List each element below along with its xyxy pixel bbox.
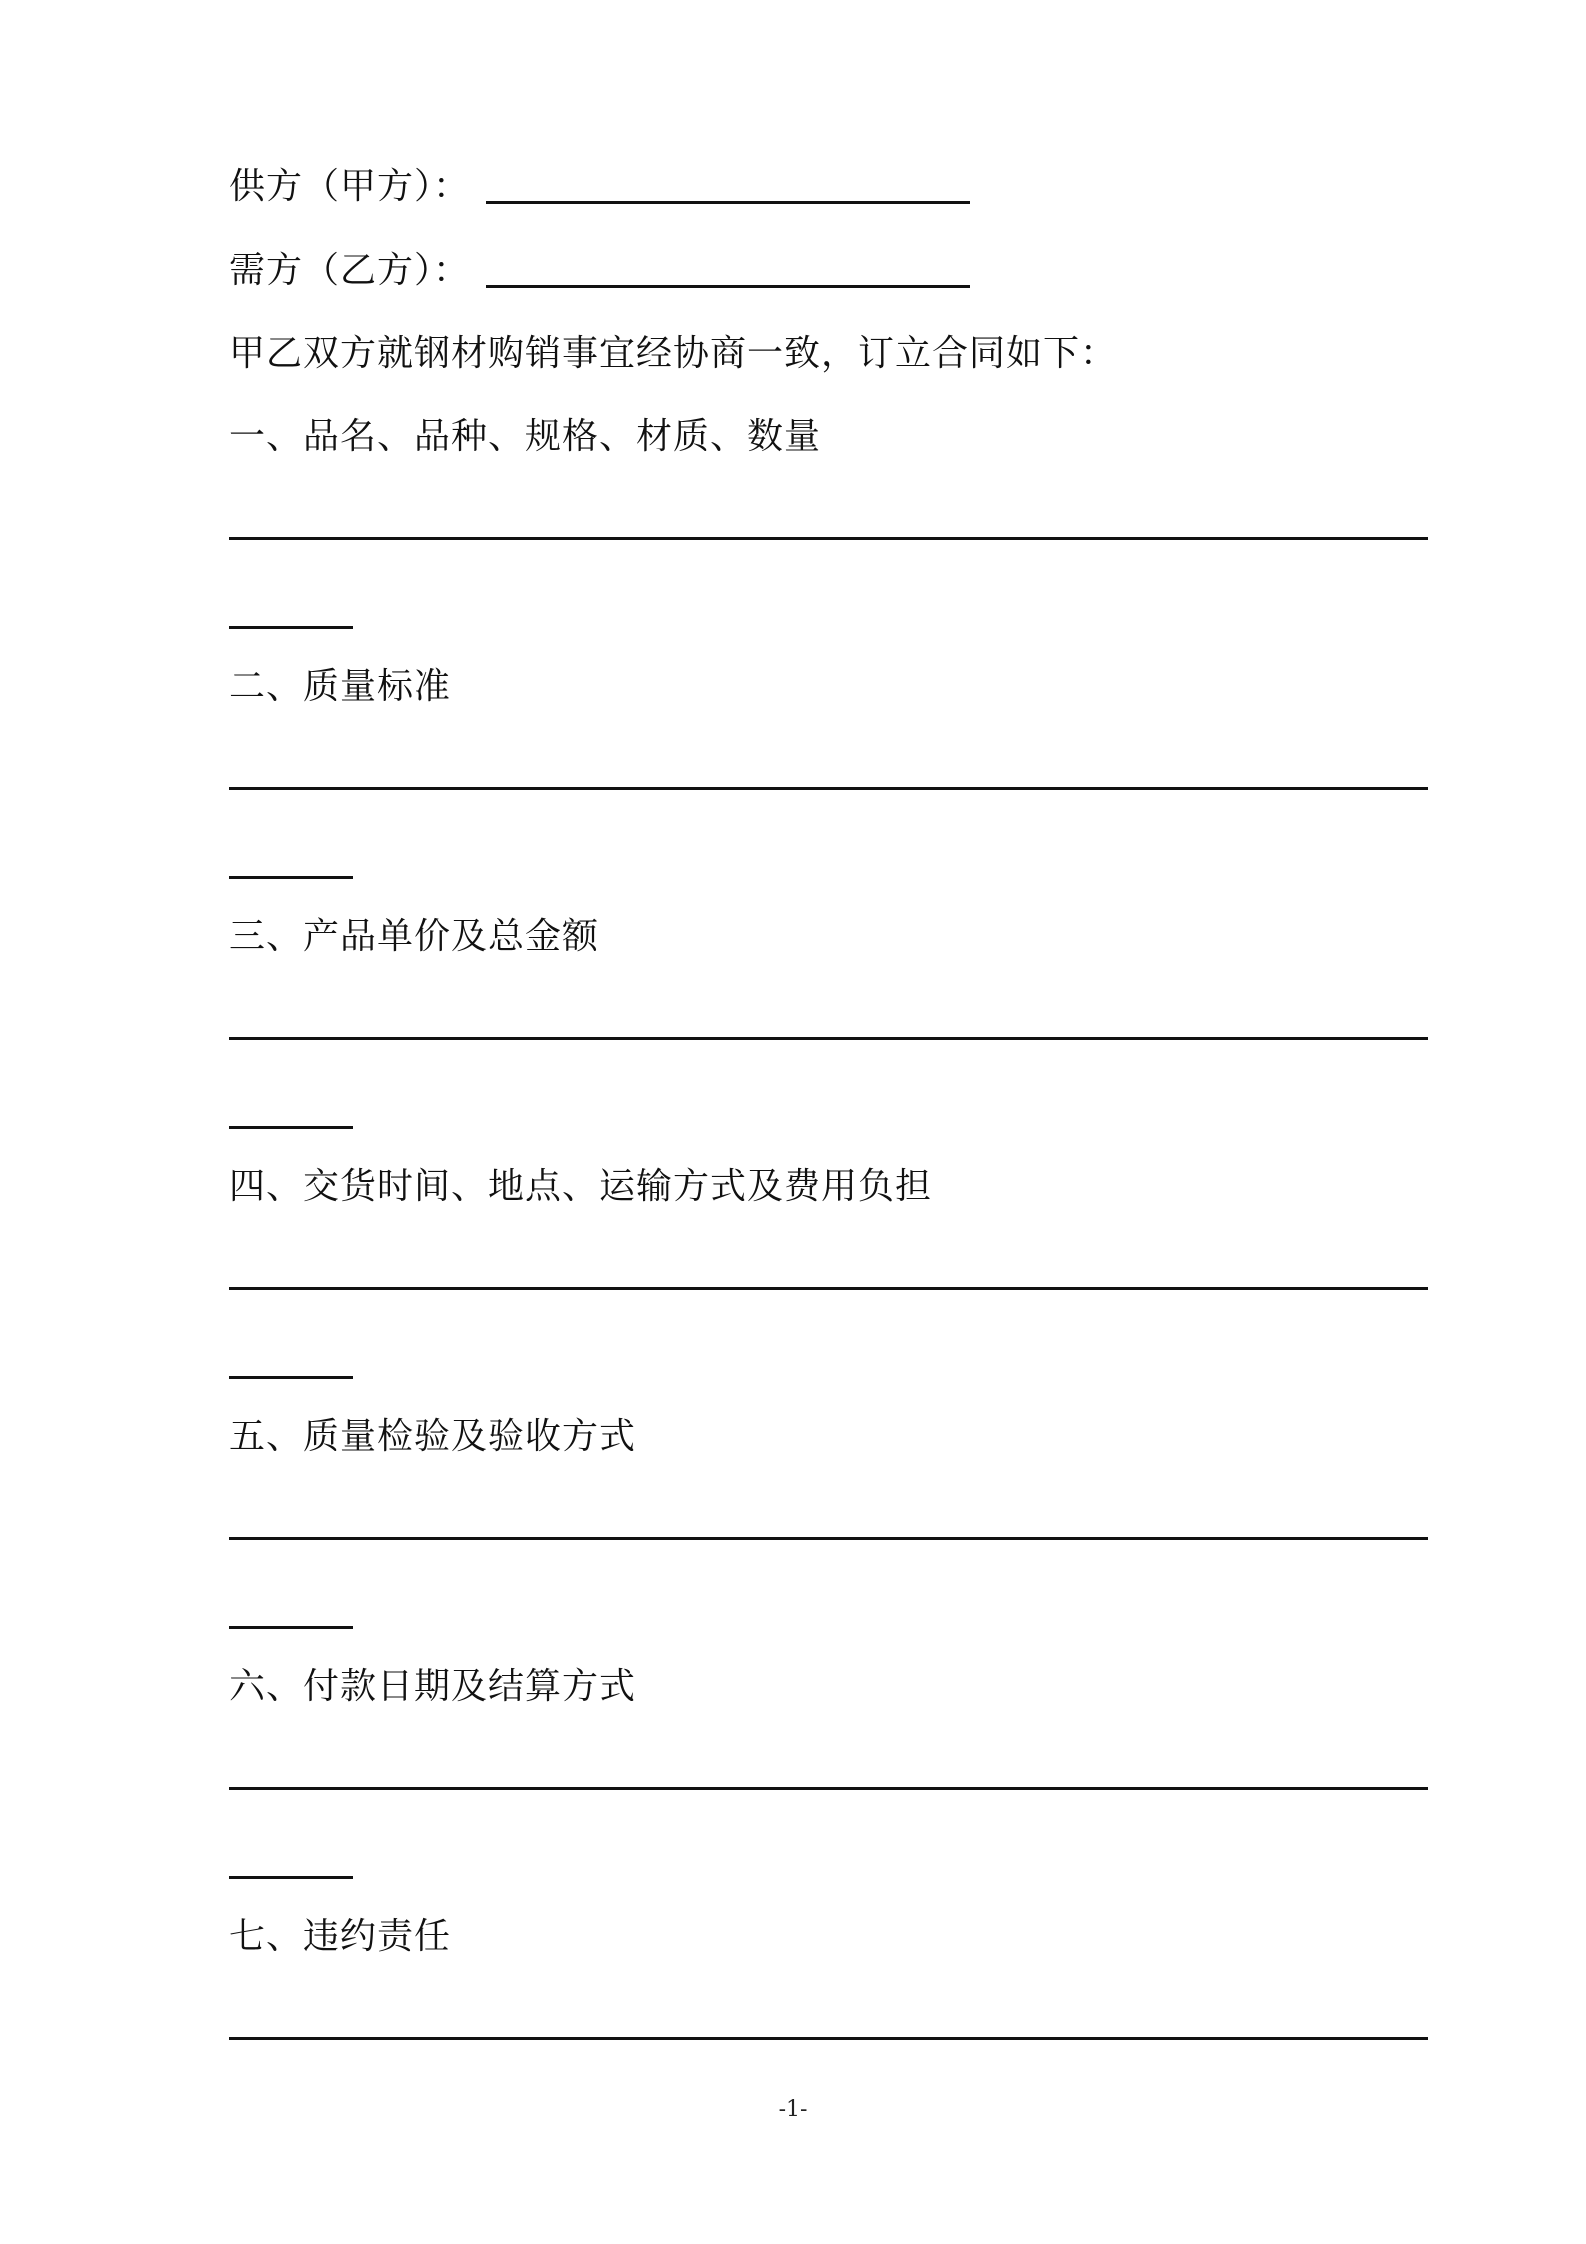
section-blank-rule <box>229 1037 1428 1040</box>
page-number: -1- <box>778 2097 808 2122</box>
buyer-party-label: 需方（乙方）： <box>229 250 471 291</box>
section-blank-rule <box>229 787 1428 790</box>
contract-intro: 甲乙双方就钢材购销事宜经协商一致，订立合同如下： <box>229 333 1118 374</box>
section-title: 四、交货时间、地点、运输方式及费用负担 <box>229 1166 933 1207</box>
buyer-party-line <box>229 247 970 295</box>
section-blank-rule <box>229 1787 1428 1790</box>
section-title: 二、质量标准 <box>229 666 452 707</box>
section-title: 六、付款日期及结算方式 <box>229 1666 637 1707</box>
section-title: 一、品名、品种、规格、材质、数量 <box>229 416 822 457</box>
section-blank-rule-continuation <box>229 1126 353 1129</box>
section-blank-rule-continuation <box>229 876 353 879</box>
section-blank-rule-continuation <box>229 1376 353 1379</box>
section-blank-rule-continuation <box>229 1626 353 1629</box>
section-title: 三、产品单价及总金额 <box>229 916 600 957</box>
section-title: 七、违约责任 <box>229 1916 452 1957</box>
supplier-party-blank <box>486 165 970 204</box>
buyer-party-blank <box>486 249 970 288</box>
section-blank-rule <box>229 1287 1428 1290</box>
section-blank-rule-continuation <box>229 626 353 629</box>
supplier-party-label: 供方（甲方）： <box>229 166 471 207</box>
section-blank-rule <box>229 1537 1428 1540</box>
section-blank-rule-continuation <box>229 1876 353 1879</box>
section-blank-rule <box>229 537 1428 540</box>
section-blank-rule <box>229 2037 1428 2040</box>
supplier-party-line <box>229 163 970 211</box>
section-title: 五、质量检验及验收方式 <box>229 1416 637 1457</box>
